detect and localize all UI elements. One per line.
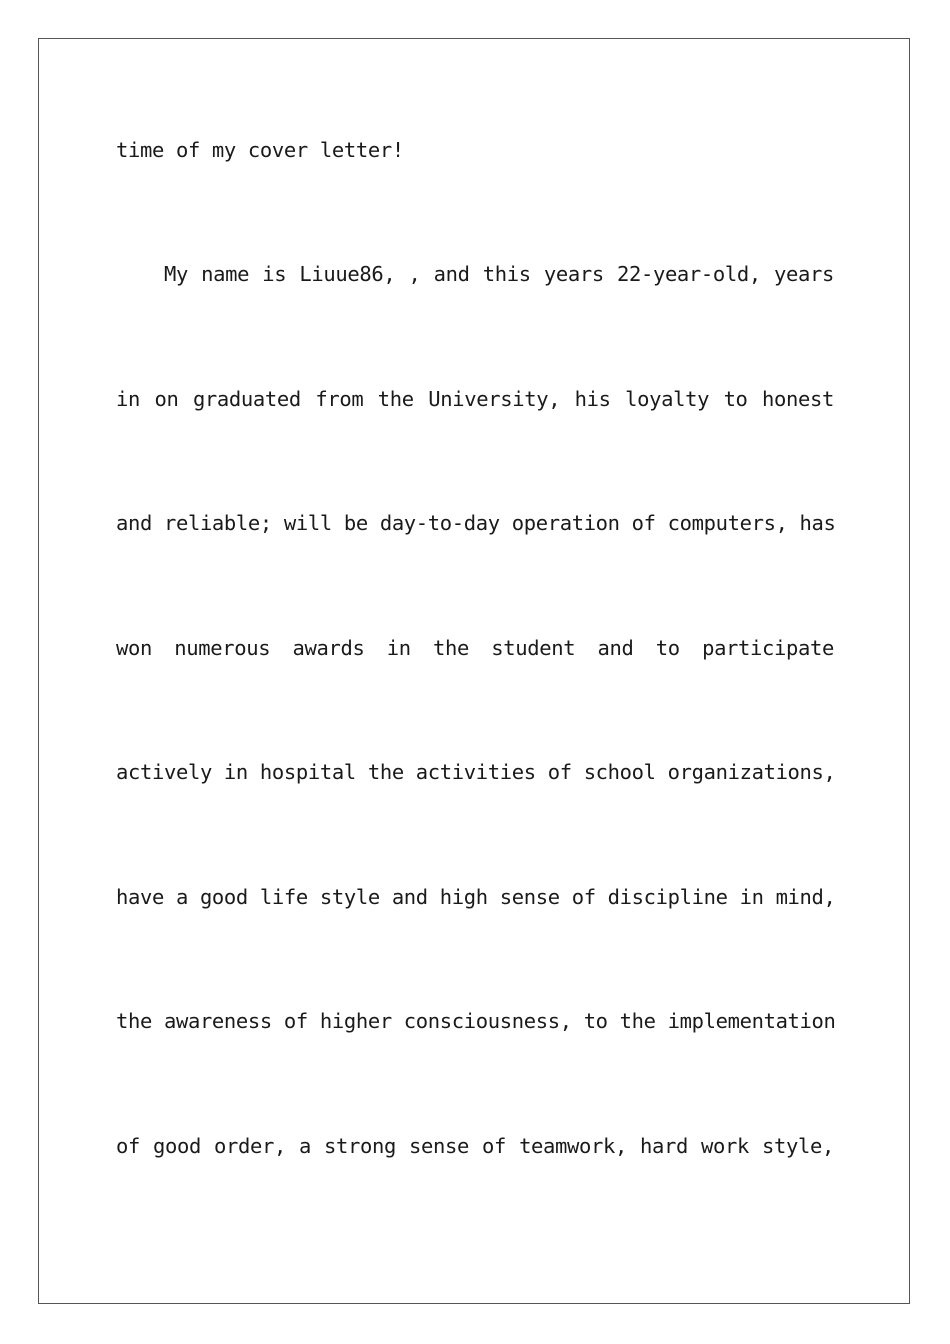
text-line: the awareness of higher consciousness, to the implementation [116, 1009, 836, 1033]
text-line: won numerous awards in the student and to participate [116, 636, 834, 660]
text-line: time of my cover letter! [116, 138, 404, 162]
text-line: and reliable; will be day-to-day operation of computers, has [116, 511, 836, 535]
text-line: of good order, a strong sense of teamwork, hard work style, [116, 1134, 834, 1158]
document-page [38, 38, 910, 1304]
text-line: My name is Liuue86, , and this years 22-year-old, years [164, 262, 834, 286]
text-line: in on graduated from the University, his loyalty to honest [116, 387, 834, 411]
text-line: have a good life style and high sense of discipline in mind, [116, 885, 836, 909]
text-line: actively in hospital the activities of school organizations, [116, 760, 836, 784]
